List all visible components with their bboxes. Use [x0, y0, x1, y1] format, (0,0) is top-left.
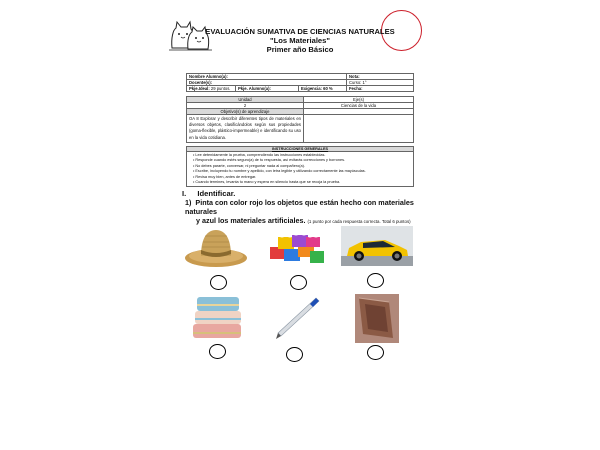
instruction-item: • Revisa muy bien, antes de entregar.	[193, 174, 257, 179]
instruction-item: • Cuando termines, levanta tu mano y espera en silencio hasta que se recoja la prueba.	[193, 180, 341, 185]
unit-header: Unidad	[187, 97, 304, 103]
answer-circle-hat[interactable]	[210, 275, 227, 290]
teacher-label: Docente(s):	[189, 80, 213, 85]
car-image	[341, 226, 413, 266]
answer-circle-towels[interactable]	[209, 344, 226, 359]
exigency-label: Exigencia: 60 %	[301, 86, 333, 91]
question-number: 1)	[185, 198, 192, 207]
answer-circle-chair[interactable]	[367, 345, 384, 360]
axis-header: Eje(s)	[304, 97, 414, 103]
instruction-item: • Responde cuando estés seguro(a) de tu respuesta, así evitarás correcciones y borrones.	[193, 158, 346, 163]
instructions-body	[187, 152, 414, 187]
answer-circle-blocks[interactable]	[290, 275, 307, 290]
section-title: Identificar.	[197, 189, 236, 198]
objective-empty-cell	[304, 115, 414, 143]
straw-hat-image	[183, 226, 249, 270]
student-score-label: Pkje. Alumno(a):	[238, 86, 271, 91]
instruction-item: • Escribe, incluyendo tu nombre y apellido, con letra legible y utilizando correctamente las mayúsculas.	[193, 169, 366, 174]
date-cell[interactable]	[347, 86, 414, 92]
instructions-table	[186, 146, 414, 187]
towels-image	[189, 294, 245, 342]
wooden-chair-image	[355, 294, 399, 343]
instruction-item: • No debes pararte, conversar, ni preguntar nada al compañero(a).	[193, 163, 305, 168]
title-line-1: EVALUACIÓN SUMATIVA DE CIENCIAS NATURALES	[205, 27, 395, 36]
exigency-cell	[299, 86, 347, 92]
unit-value: 2	[187, 103, 304, 109]
student-name-label: Nombre Alumno(a):	[189, 74, 228, 79]
question-1	[185, 198, 425, 226]
student-info-table	[186, 73, 414, 92]
instructions-list	[189, 153, 411, 185]
objective-text: OA 8 Explorar y describir diferentes tipos de materiales en diversos objetos, clasificándolos según sus propiedades (goma-flexible, plástico-impermeable) e identificando su uso en la vida cotidiana.	[187, 115, 304, 143]
course-label: Curso: 1°	[349, 80, 367, 85]
objective-header: Objetivo(s) de aprendizaje	[187, 109, 304, 115]
question-points: (1 punto por cada respuesta correcta. Total 6 puntos)	[307, 219, 411, 224]
page-title	[200, 27, 400, 54]
answer-circle-car[interactable]	[367, 273, 384, 288]
instruction-item: • Lee detenidamente la prueba, comprendiendo las instrucciones establecidas.	[193, 153, 326, 157]
section-heading	[182, 189, 235, 198]
section-number: I.	[182, 189, 187, 198]
unit-table	[186, 96, 414, 143]
question-line-1: Pinta con color rojo los objetos que están hecho con materiales naturales	[185, 198, 414, 216]
date-label: Fecha:	[349, 86, 363, 91]
title-line-3: Primer año Básico	[266, 45, 334, 54]
grade-label: Nota:	[349, 74, 360, 79]
axis-value: Ciencias de la vida	[304, 103, 414, 109]
plastic-blocks-image	[266, 229, 328, 269]
ideal-score-cell	[187, 86, 236, 92]
answer-circle-pen[interactable]	[286, 347, 303, 362]
pen-image	[272, 295, 322, 341]
ideal-score-label: Pkje.Ideal:	[189, 86, 210, 91]
title-line-2: "Los Materiales"	[270, 36, 330, 45]
question-line-2: y azul los materiales artificiales.	[196, 216, 306, 225]
ideal-score-value: 29 puntos.	[210, 86, 231, 91]
instructions-title-text: INSTRUCCIONES GENERALES	[271, 147, 329, 151]
student-score-cell[interactable]	[236, 86, 299, 92]
